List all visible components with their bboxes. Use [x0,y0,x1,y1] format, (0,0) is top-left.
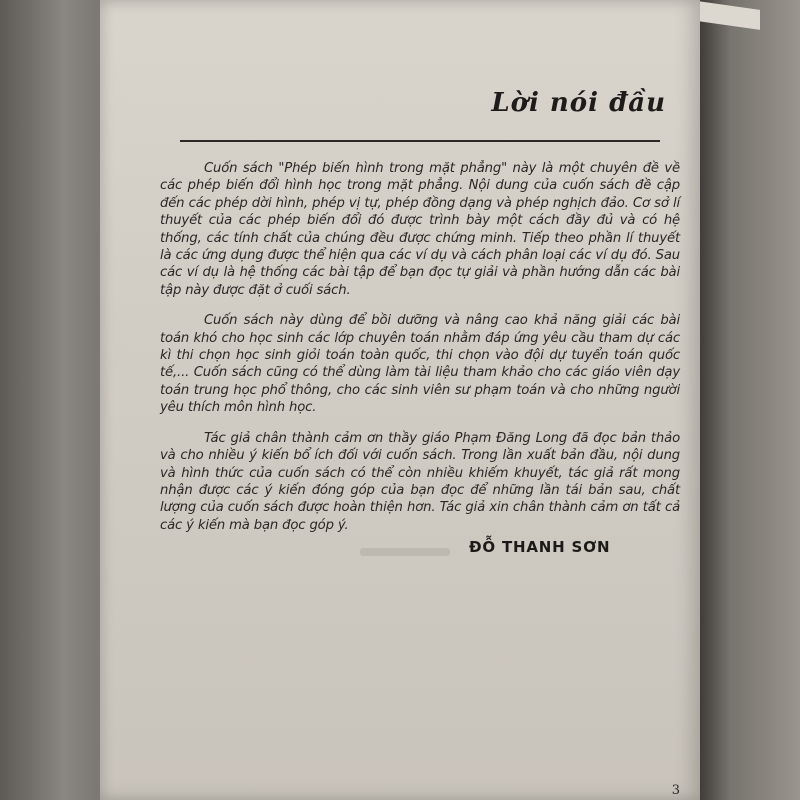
title-divider [180,140,660,142]
faint-stamp-mark [360,548,450,556]
paragraph-1: Cuốn sách "Phép biến hình trong mặt phẳng" này là một chuyên đề về các phép biến đổi hình học trong mặt phẳng. Nội dung của cuốn sách đề cập đến các phép dời hình, phép vị tự, phép đồng dạng và phép nghịch đảo. Cơ sở lí thuyết của các phép biến đổi đó được trình bày một cách đầy đủ và có hệ thống, các tính chất của chúng đều được chứng minh. Tiếp theo phần lí thuyết là các ứng dụng được thể hiện qua các ví dụ và cách phân loại các ví dụ đó. Sau các ví dụ là hệ thống các bài tập để bạn đọc tự giải và phần hướng dẫn các bài tập này được đặt ở cuối sách. [160,161,680,298]
page-number: 3 [671,783,680,798]
preface-body [160,160,680,547]
book-page [100,0,700,800]
page-title: Lời nói đầu [491,88,666,118]
author-signature: ĐỖ THANH SƠN [469,538,611,556]
next-page-edge [700,0,800,800]
paragraph-2: Cuốn sách này dùng để bồi dưỡng và nâng cao khả năng giải các bài toán khó cho học sinh các lớp chuyên toán nhằm đáp ứng yêu cầu tham dự các kì thi chọn học sinh giỏi toán toàn quốc, thi chọn vào đội dự tuyển toán quốc tế,... Cuốn sách cũng có thể dùng làm tài liệu tham khảo cho các giáo viên dạy toán trung học phổ thông, cho các sinh viên sư phạm toán và cho những người yêu thích môn hình học. [160,313,680,416]
paragraph-3: Tác giả chân thành cảm ơn thầy giáo Phạm Đăng Long đã đọc bản thảo và cho nhiều ý kiến bổ ích đối với cuốn sách. Trong lần xuất bản đầu, nội dung và hình thức của cuốn sách có thể còn nhiều khiếm khuyết, tác giả rất mong nhận được các ý kiến đóng góp của bạn đọc để những lần tái bản sau, chất lượng của cuốn sách được hoàn thiện hơn. Tác giả xin chân thành cảm ơn tất cả các ý kiến mà bạn đọc góp ý. [160,430,680,533]
